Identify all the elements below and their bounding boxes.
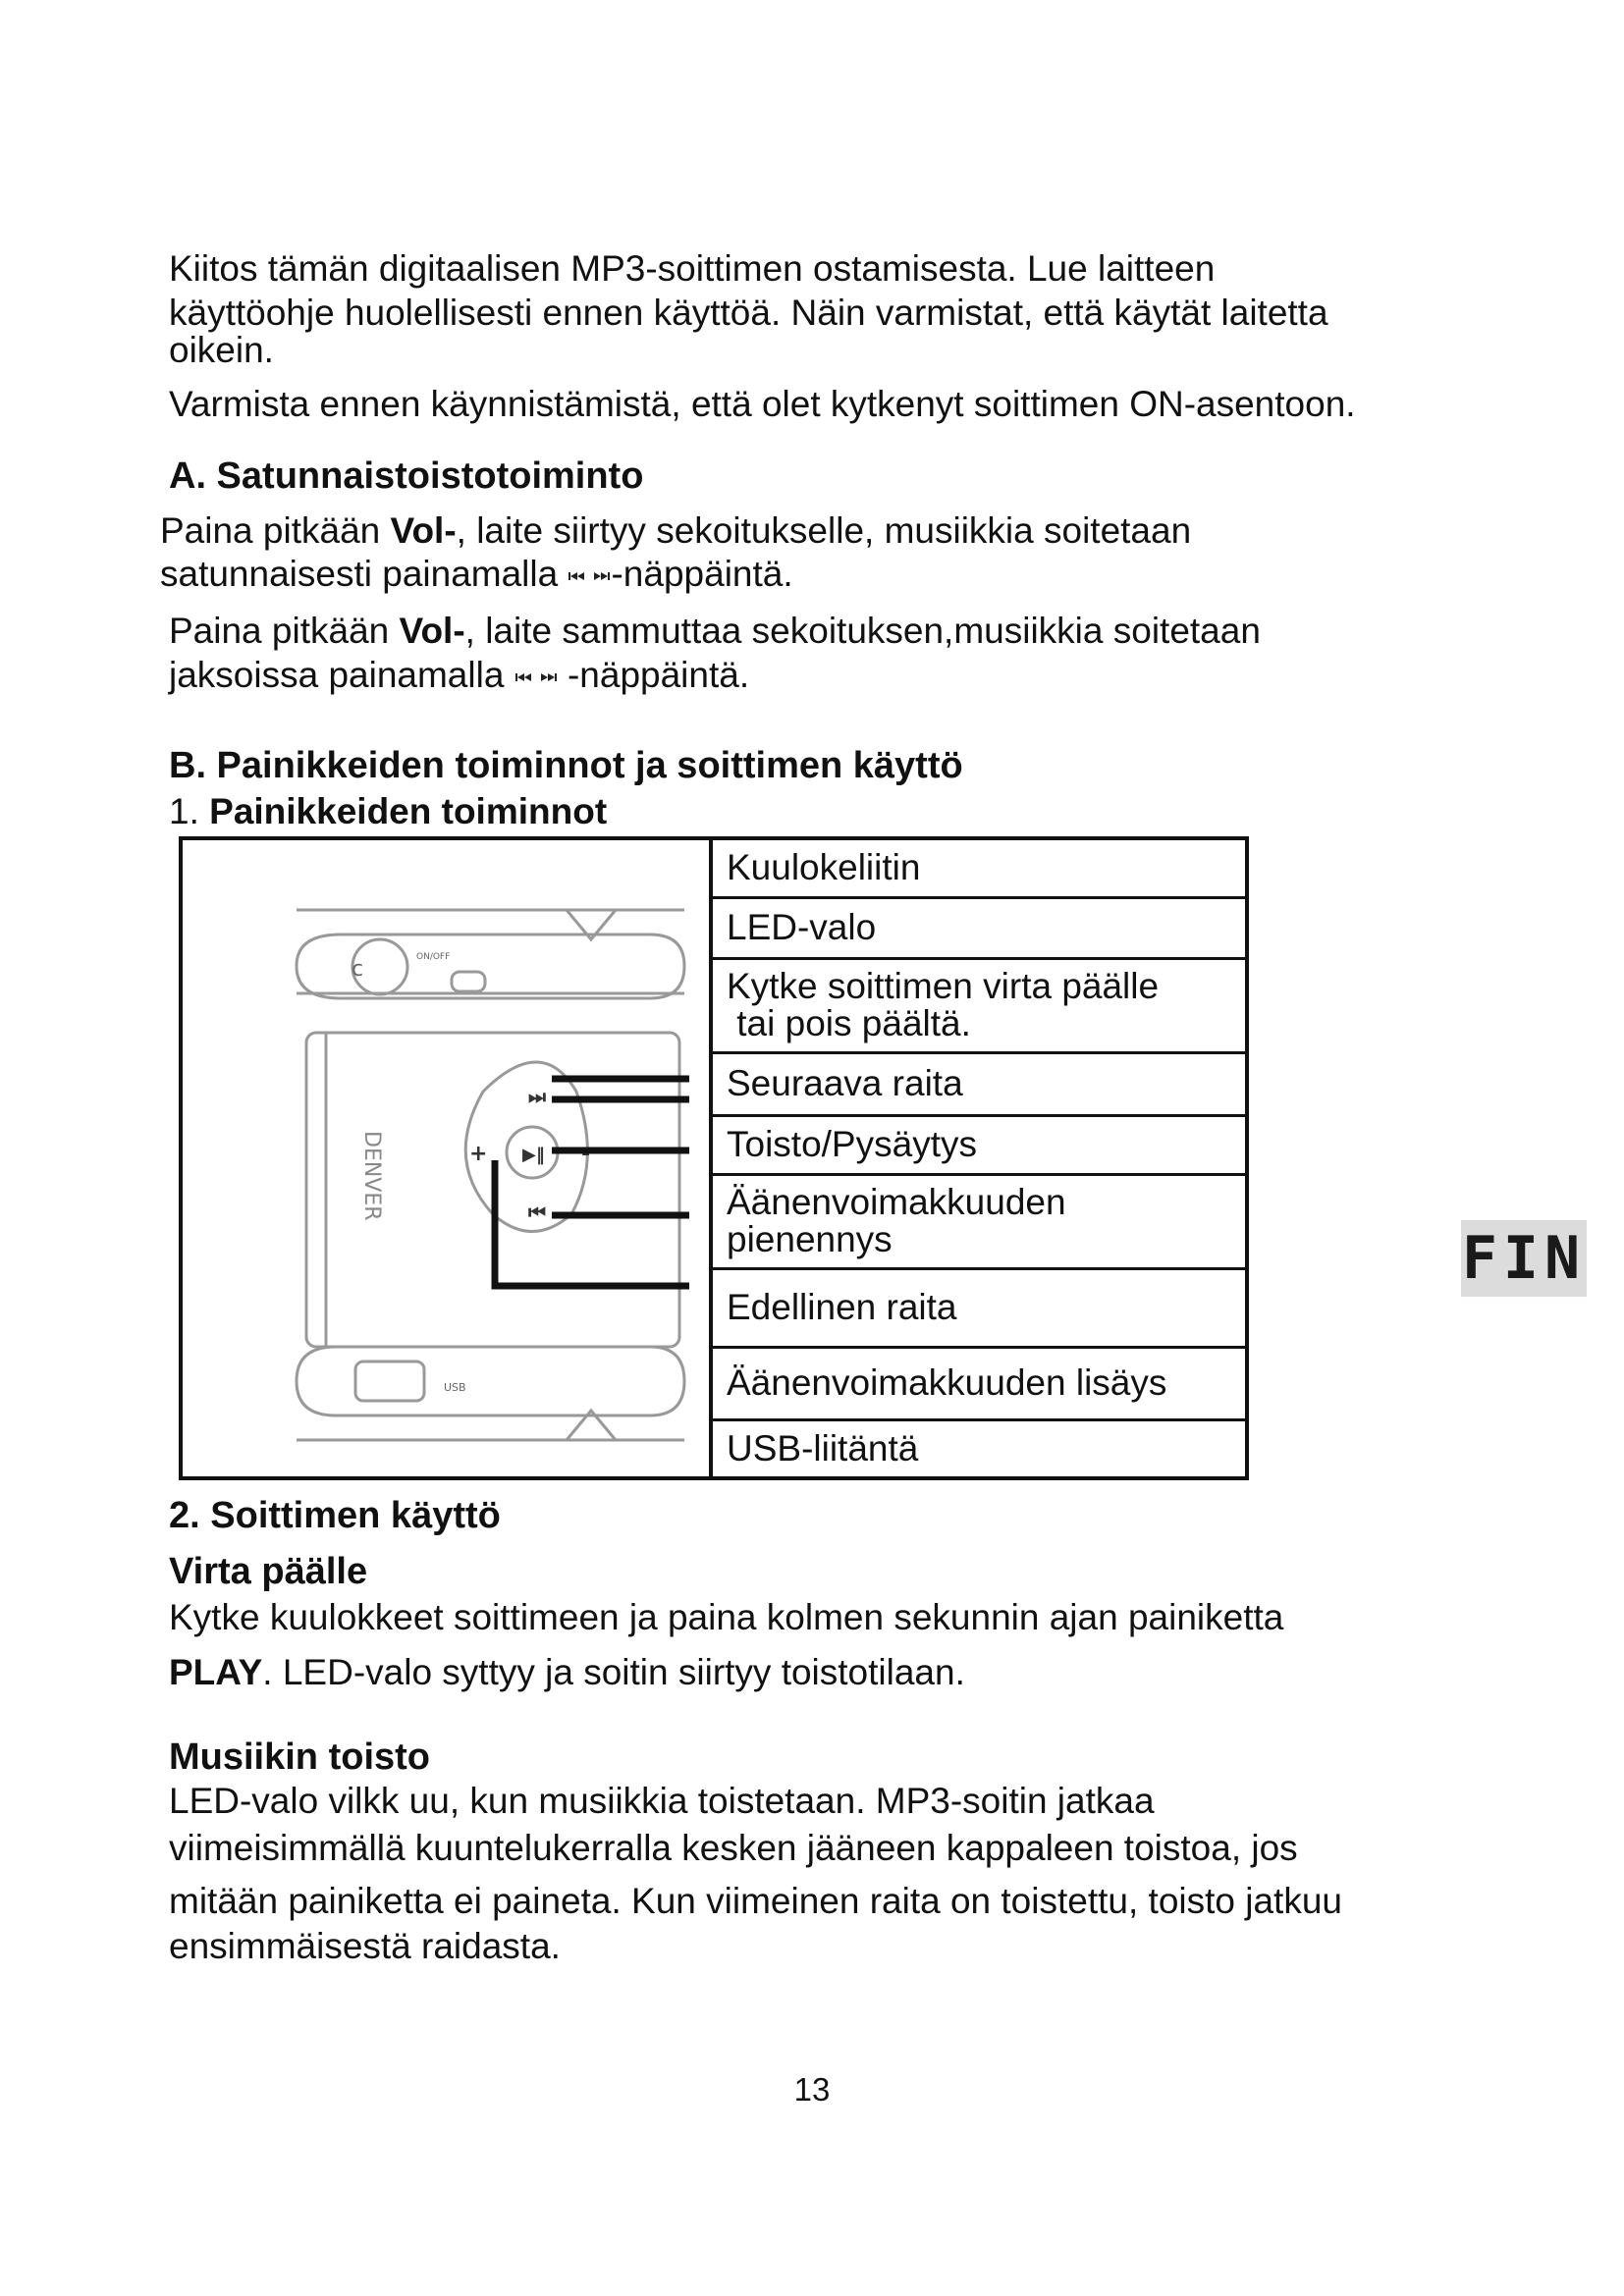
- mp3-player-illustration: [179, 836, 714, 1480]
- minus-mark-icon: -: [581, 1142, 591, 1166]
- music-line-2: viimeisimmällä kuuntelukerralla kesken jääneen kappaleen toistoa, jos: [169, 1828, 1298, 1868]
- section-a-paragraph-2-line-2: jaksoissa painamalla -näppäintä.: [169, 655, 750, 695]
- subsection-2-title: 2. Soittimen käyttö: [169, 1495, 501, 1536]
- prev-next-icon: [514, 670, 558, 684]
- label-play-pause: Toisto/Pysäytys: [711, 1115, 1247, 1174]
- next-mark-icon: ⏭: [528, 1085, 546, 1108]
- play-mark-icon: ▶‖: [522, 1145, 545, 1165]
- language-tab: FIN: [1461, 1220, 1587, 1297]
- c-mark: c: [352, 957, 364, 982]
- power-on-heading: Virta päälle: [169, 1551, 368, 1592]
- power-on-line-1: Kytke kuulokkeet soittimeen ja paina kolmen sekunnin ajan painiketta: [169, 1597, 1284, 1637]
- button-labels-table: [709, 836, 1249, 1480]
- prev-next-icon: [568, 569, 611, 583]
- label-volume-up: Äänenvoimakkuuden lisäys: [711, 1347, 1247, 1419]
- music-line-4: ensimmäisestä raidasta.: [169, 1926, 561, 1966]
- music-line-1: LED-valo vilkk uu, kun musiikkia toistetaan. MP3-soitin jatkaa: [169, 1781, 1155, 1821]
- page-number: 13: [793, 2071, 831, 2108]
- device-brand-logo: DENVER: [359, 1131, 384, 1221]
- section-a-paragraph-1: Paina pitkään Vol-, laite siirtyy sekoitukselle, musiikkia soitetaan: [160, 510, 1192, 551]
- intro-line-4: Varmista ennen käynnistämistä, että olet kytkenyt soittimen ON-asentoon.: [169, 384, 1356, 424]
- usb-mark-icon: USB: [444, 1381, 466, 1394]
- on-off-mark-icon: ON/OFF: [416, 952, 451, 962]
- label-next-track: Seuraava raita: [711, 1052, 1247, 1115]
- label-volume-down: Äänenvoimakkuuden pienennys: [711, 1174, 1247, 1268]
- intro-line-2: käyttöohje huolellisesti ennen käyttöä. Näin varmistat, että käytät laitetta: [169, 293, 1328, 333]
- label-previous-track: Edellinen raita: [711, 1268, 1247, 1347]
- section-a-heading: A. Satunnaistoistotoiminto: [169, 455, 644, 497]
- intro-line-3: oikein.: [169, 330, 274, 370]
- section-b-heading: B. Painikkeiden toiminnot ja soittimen käyttö: [169, 745, 963, 786]
- label-power: Kytke soittimen virta päälle tai pois päältä.: [711, 958, 1247, 1052]
- section-a-paragraph-1-line-2: satunnaisesti painamalla -näppäintä.: [160, 554, 793, 594]
- plus-mark-icon: +: [469, 1142, 488, 1166]
- subsection-1-title: 1. Painikkeiden toiminnot: [169, 791, 608, 831]
- music-line-3: mitään painiketta ei paineta. Kun viimeinen raita on toistettu, toisto jatkuu: [169, 1881, 1342, 1921]
- label-usb: USB-liitäntä: [711, 1419, 1247, 1478]
- power-on-line-2: PLAY. LED-valo syttyy ja soitin siirtyy toistotilaan.: [169, 1652, 965, 1692]
- label-headphone-jack: Kuulokeliitin: [711, 838, 1247, 897]
- button-functions-diagram: [179, 836, 1249, 1480]
- label-led: LED-valo: [711, 897, 1247, 958]
- intro-line-1: Kiitos tämän digitaalisen MP3-soittimen ostamisesta. Lue laitteen: [169, 248, 1216, 289]
- music-playback-heading: Musiikin toisto: [169, 1736, 430, 1778]
- section-a-paragraph-2: Paina pitkään Vol-, laite sammuttaa sekoituksen,musiikkia soitetaan: [169, 611, 1261, 651]
- prev-mark-icon: ⏮: [528, 1201, 546, 1224]
